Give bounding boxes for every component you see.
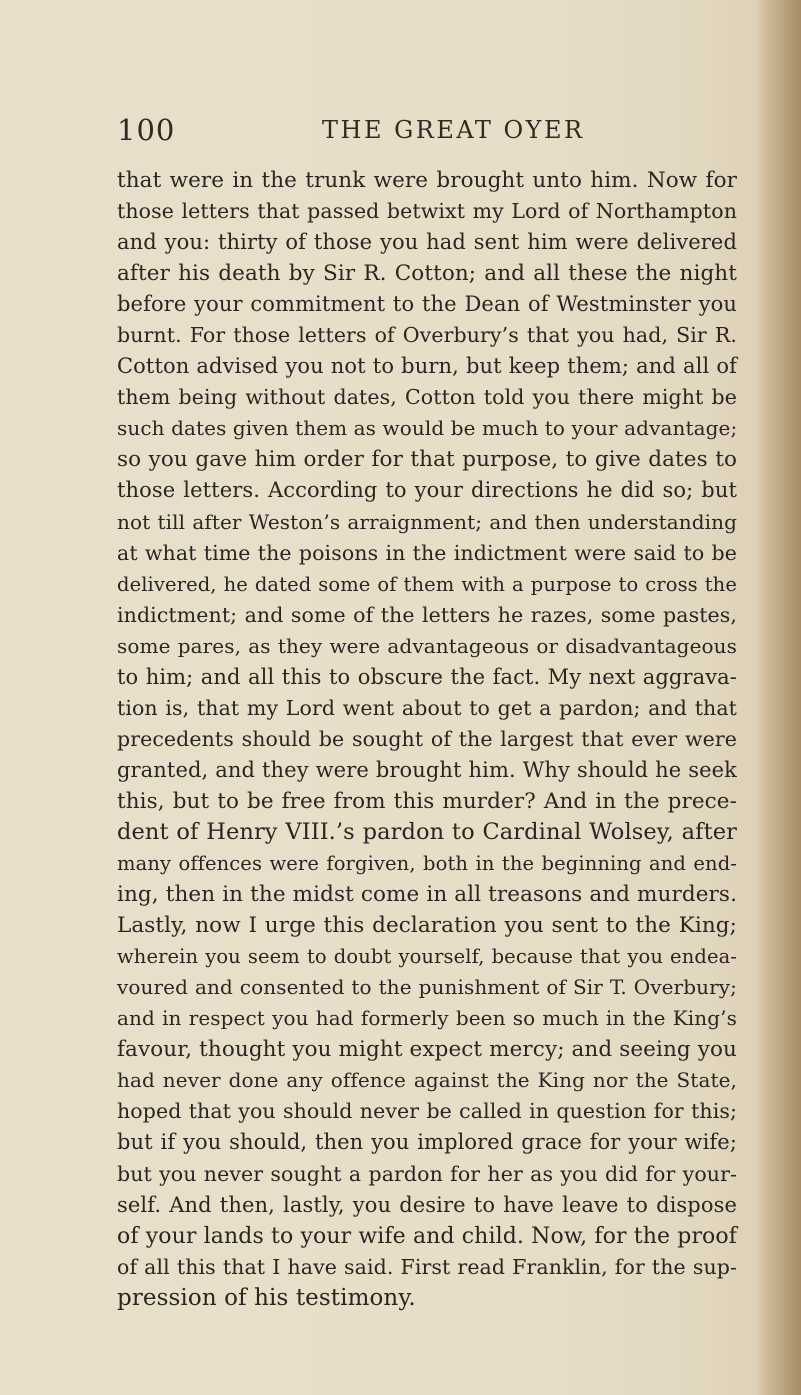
text-line: and in respect you had formerly been so much in the King’s (117, 1006, 737, 1031)
running-head (117, 113, 637, 153)
text-line: favour, thought you might expect mercy; and seeing you (117, 1037, 737, 1063)
text-line: that were in the trunk were brought unto him. Now for (117, 168, 737, 193)
text-line: hoped that you should never be called in question for this; (117, 1099, 737, 1124)
text-line: dent of Henry VIII.’s pardon to Cardinal Wolsey, after (117, 818, 737, 845)
text-line: before your commitment to the Dean of Westminster you (117, 292, 737, 317)
text-line: but you never sought a pardon for her as you did for your- (117, 1161, 737, 1186)
text-line: granted, and they were brought him. Why should he seek (117, 757, 737, 782)
text-line: ing, then in the midst come in all treasons and murders. (117, 882, 737, 908)
page-edge-shadow (755, 0, 801, 1395)
text-line: wherein you seem to doubt yourself, because that you endea- (117, 945, 737, 969)
text-line: to him; and all this to obscure the fact. My next aggrava- (117, 664, 737, 689)
text-line: those letters. According to your directions he did so; but (117, 478, 737, 503)
text-line: voured and consented to the punishment of Sir T. Overbury; (117, 975, 737, 1000)
text-line: and you: thirty of those you had sent him were delivered (117, 230, 737, 255)
text-line: those letters that passed betwixt my Lord of Northampton (117, 199, 737, 224)
text-line: tion is, that my Lord went about to get a pardon; and that (117, 695, 737, 720)
text-line: of your lands to your wife and child. Now, for the proof (117, 1223, 737, 1249)
text-line: Cotton advised you not to burn, but keep them; and all of (117, 354, 737, 379)
text-line: self. And then, lastly, you desire to have leave to dispose (117, 1192, 737, 1217)
text-line: had never done any offence against the King nor the State, (117, 1068, 737, 1093)
text-line: precedents should be sought of the largest that ever were (117, 726, 737, 751)
text-line: burnt. For those letters of Overbury’s that you had, Sir R. (117, 323, 737, 348)
text-line: not till after Weston’s arraignment; and then understanding (117, 509, 737, 534)
page-number: 100 (117, 113, 176, 147)
text-line: them being without dates, Cotton told you there might be (117, 385, 737, 410)
body-text (117, 165, 737, 1314)
text-line: this, but to be free from this murder? And in the prece- (117, 788, 737, 814)
text-line: many offences were forgiven, both in the beginning and end- (117, 852, 737, 876)
text-line: of all this that I have said. First read Franklin, for the sup- (117, 1254, 737, 1279)
text-line: after his death by Sir R. Cotton; and all these the night (117, 261, 737, 287)
text-line: so you gave him order for that purpose, to give dates to (117, 447, 737, 473)
text-line: some pares, as they were advantageous or disadvantageous (117, 633, 737, 658)
text-line: at what time the poisons in the indictment were said to be (117, 540, 737, 565)
text-line: delivered, he dated some of them with a purpose to cross the (117, 572, 737, 596)
text-line: Lastly, now I urge this declaration you sent to the King; (117, 913, 737, 939)
text-line: pression of his testimony. (117, 1284, 416, 1311)
running-title: THE GREAT OYER (322, 116, 585, 144)
text-line: indictment; and some of the letters he razes, some pastes, (117, 602, 737, 627)
text-line: such dates given them as would be much to your advantage; (117, 416, 738, 441)
text-line: but if you should, then you implored grace for your wife; (117, 1130, 737, 1155)
